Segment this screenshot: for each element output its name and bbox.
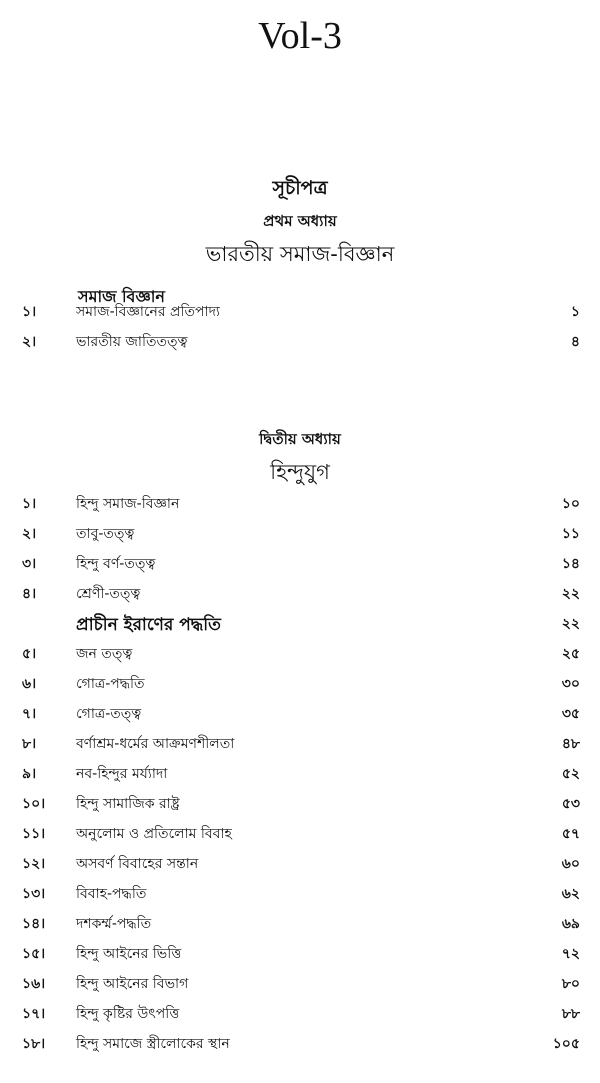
chapter2-label: দ্বিতীয় অধ্যায় bbox=[259, 430, 341, 448]
entry-title: তাবু-তত্ত্ব bbox=[76, 526, 135, 542]
entry-page: ৫২ bbox=[561, 766, 580, 782]
entry-number: ৩। bbox=[22, 556, 37, 572]
chapter2-title: হিন্দুযুগ bbox=[270, 460, 330, 484]
toc-entry bbox=[0, 912, 600, 938]
toc-entry bbox=[0, 612, 600, 638]
toc-entry bbox=[0, 762, 600, 788]
entry-page: ৫৭ bbox=[561, 826, 580, 842]
entry-page: ৩০ bbox=[561, 676, 580, 692]
entry-title: অনুলোম ও প্রতিলোম বিবাহ bbox=[76, 826, 232, 842]
toc-entry bbox=[0, 822, 600, 848]
entry-number: ৯। bbox=[22, 766, 37, 782]
entry-page: ২২ bbox=[561, 616, 580, 632]
entry-number: ২। bbox=[22, 334, 37, 350]
entry-page: ১০ bbox=[561, 496, 580, 512]
entry-title: হিন্দু আইনের ভিত্তি bbox=[76, 946, 182, 962]
toc-entry bbox=[0, 852, 600, 878]
entry-title: গোত্র-তত্ত্ব bbox=[76, 706, 142, 722]
entry-page: ১১ bbox=[561, 526, 580, 542]
entry-title: গোত্র-পদ্ধতি bbox=[76, 676, 145, 692]
entry-title: সমাজ-বিজ্ঞানের প্রতিপাদ্য bbox=[76, 304, 220, 320]
entry-page: ২২ bbox=[561, 586, 580, 602]
entry-number: ১৭। bbox=[22, 1006, 46, 1022]
chapter1-section: সমাজ বিজ্ঞান bbox=[78, 287, 165, 306]
toc-entry bbox=[0, 492, 600, 518]
entry-page: ৪৮ bbox=[561, 736, 580, 752]
entry-title: বিবাহ-পদ্ধতি bbox=[76, 886, 147, 902]
entry-number: ৭। bbox=[22, 706, 37, 722]
entry-title: হিন্দু সমাজে স্ত্রীলোকের স্থান bbox=[76, 1036, 230, 1052]
entry-page: ৬৯ bbox=[561, 916, 580, 932]
entry-page: ২৫ bbox=[561, 646, 580, 662]
entry-page: ৬০ bbox=[561, 856, 580, 872]
entry-number: ৫। bbox=[22, 646, 37, 662]
toc-entry bbox=[0, 702, 600, 728]
entry-page: ৫৩ bbox=[561, 796, 580, 812]
chapter1-label: প্রথম অধ্যায় bbox=[263, 212, 337, 230]
entry-page: ৮৮ bbox=[561, 1006, 580, 1022]
entry-title: হিন্দু বর্ণ-তত্ত্ব bbox=[76, 556, 156, 572]
entry-number: ১৩। bbox=[22, 886, 46, 902]
entry-number: ৪। bbox=[22, 586, 37, 602]
entry-number: ১৬। bbox=[22, 976, 46, 992]
entry-number: ৮। bbox=[22, 736, 37, 752]
entry-title: শ্রেণী-তত্ত্ব bbox=[76, 586, 141, 602]
entry-page: ১৪ bbox=[561, 556, 580, 572]
entry-title: জন তত্ত্ব bbox=[76, 646, 133, 662]
entry-page: ১ bbox=[570, 304, 580, 320]
entry-number: ৬। bbox=[22, 676, 37, 692]
volume-label: Vol-3 bbox=[258, 15, 342, 57]
toc-entry bbox=[0, 642, 600, 668]
entry-page: ৬২ bbox=[561, 886, 580, 902]
toc-entry bbox=[0, 552, 600, 578]
toc-entry bbox=[0, 330, 600, 356]
toc-entry bbox=[0, 1002, 600, 1028]
toc-entry bbox=[0, 1032, 600, 1058]
toc-entry bbox=[0, 582, 600, 608]
index-title: সূচীপত্র bbox=[272, 177, 328, 199]
entry-number: ১৮। bbox=[22, 1036, 46, 1052]
entry-number: ২। bbox=[22, 526, 37, 542]
entry-page: ৮০ bbox=[561, 976, 580, 992]
toc-entry bbox=[0, 942, 600, 968]
entry-title: হিন্দু কৃষ্টির উৎপত্তি bbox=[76, 1006, 180, 1022]
toc-entry bbox=[0, 522, 600, 548]
entry-title: হিন্দু আইনের বিভাগ bbox=[76, 976, 189, 992]
chapter1-title: ভারতীয় সমাজ-বিজ্ঞান bbox=[205, 242, 395, 266]
entry-number: ১৫। bbox=[22, 946, 46, 962]
entry-title: অসবর্ণ বিবাহের সন্তান bbox=[76, 856, 199, 872]
toc-entry bbox=[0, 972, 600, 998]
entry-number: ১। bbox=[22, 496, 37, 512]
entry-number: ১২। bbox=[22, 856, 46, 872]
toc-entry bbox=[0, 792, 600, 818]
entry-title: হিন্দু সামাজিক রাষ্ট্র bbox=[76, 796, 180, 812]
entry-number: ১০। bbox=[22, 796, 46, 812]
entry-title: দশকর্ম্ম-পদ্ধতি bbox=[76, 916, 152, 932]
entry-page: ১০৫ bbox=[552, 1036, 580, 1052]
entry-number: ১৪। bbox=[22, 916, 46, 932]
entry-title: ভারতীয় জাতিতত্ত্ব bbox=[76, 334, 188, 350]
toc-entry bbox=[0, 882, 600, 908]
entry-title: বর্ণাশ্রম-ধর্মের আক্রমণশীলতা bbox=[76, 736, 235, 752]
entry-title: নব-হিন্দুর মর্য্যাদা bbox=[76, 766, 168, 782]
entry-number: ১১। bbox=[22, 826, 46, 842]
toc-entry bbox=[0, 300, 600, 326]
entry-number: ১। bbox=[22, 304, 37, 320]
entry-title: হিন্দু সমাজ-বিজ্ঞান bbox=[76, 496, 180, 512]
toc-entry bbox=[0, 732, 600, 758]
entry-page: ৪ bbox=[570, 334, 580, 350]
entry-page: ৩৫ bbox=[561, 706, 580, 722]
entry-page: ৭২ bbox=[561, 946, 580, 962]
entry-title: প্রাচীন ইরাণের পদ্ধতি bbox=[76, 615, 221, 635]
toc-entry bbox=[0, 672, 600, 698]
